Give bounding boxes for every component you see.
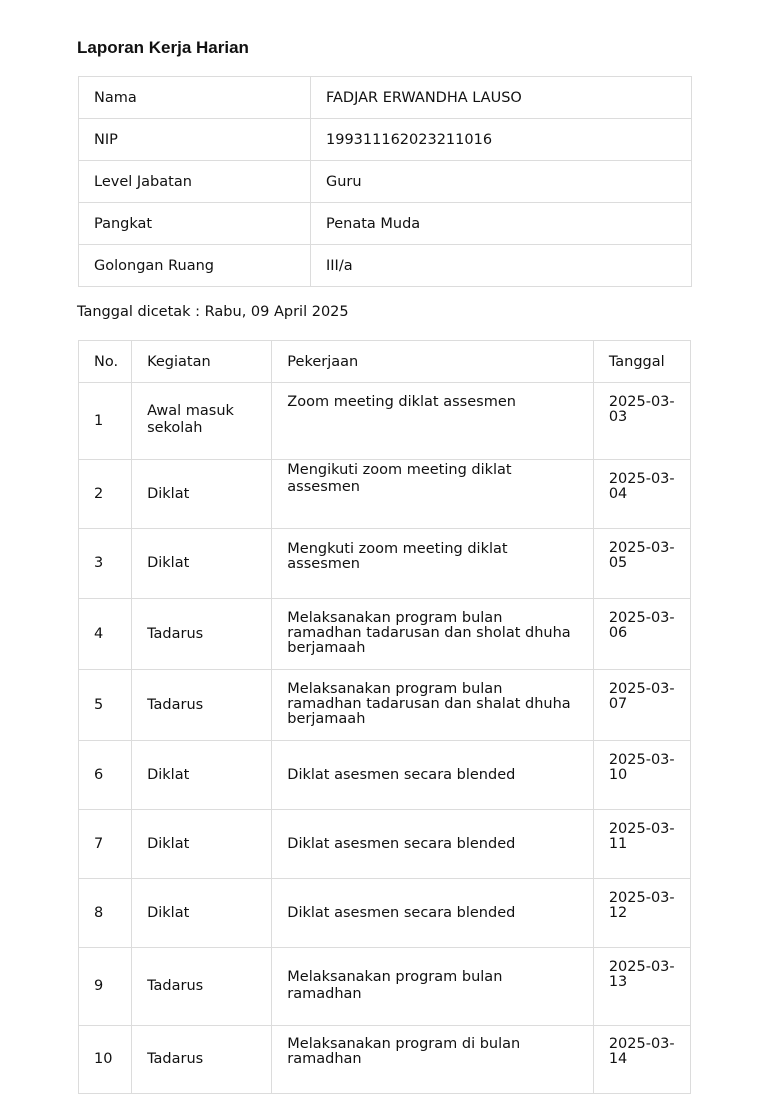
info-value: III/a xyxy=(311,245,692,287)
cell-no: 7 xyxy=(79,810,132,879)
cell-tanggal: 2025-03-10 xyxy=(593,741,690,810)
table-row xyxy=(79,879,691,948)
cell-kegiatan: Diklat xyxy=(132,879,272,948)
info-row-pangkat xyxy=(79,203,692,245)
page-title: Laporan Kerja Harian xyxy=(77,38,249,57)
cell-pekerjaan: Melaksanakan program bulan ramadhan tadarusan dan sholat dhuha berjamaah xyxy=(272,599,594,670)
cell-pekerjaan: Mengkuti zoom meeting diklat assesmen xyxy=(272,529,594,599)
cell-no: 4 xyxy=(79,599,132,670)
cell-no: 1 xyxy=(79,383,132,460)
info-label: Level Jabatan xyxy=(79,161,311,203)
cell-tanggal: 2025-03-06 xyxy=(593,599,690,670)
header-pekerjaan: Pekerjaan xyxy=(272,341,594,383)
table-row xyxy=(79,741,691,810)
header-tanggal: Tanggal xyxy=(593,341,690,383)
table-header-row xyxy=(79,341,691,383)
cell-no: 8 xyxy=(79,879,132,948)
cell-no: 6 xyxy=(79,741,132,810)
cell-kegiatan: Tadarus xyxy=(132,1026,272,1094)
cell-pekerjaan: Diklat asesmen secara blended xyxy=(272,741,594,810)
cell-tanggal: 2025-03-03 xyxy=(593,383,690,460)
info-label: Golongan Ruang xyxy=(79,245,311,287)
info-value: Guru xyxy=(311,161,692,203)
info-value: FADJAR ERWANDHA LAUSO xyxy=(311,77,692,119)
cell-kegiatan: Diklat xyxy=(132,741,272,810)
info-row-golongan-ruang xyxy=(79,245,692,287)
info-label: Nama xyxy=(79,77,311,119)
cell-pekerjaan: Diklat asesmen secara blended xyxy=(272,810,594,879)
cell-kegiatan: Diklat xyxy=(132,529,272,599)
cell-no: 9 xyxy=(79,948,132,1026)
employee-info-table xyxy=(78,76,692,287)
table-row xyxy=(79,460,691,529)
info-value: Penata Muda xyxy=(311,203,692,245)
cell-tanggal: 2025-03-07 xyxy=(593,670,690,741)
cell-kegiatan: Diklat xyxy=(132,810,272,879)
activity-table xyxy=(78,340,691,1094)
table-row xyxy=(79,670,691,741)
cell-tanggal: 2025-03-14 xyxy=(593,1026,690,1094)
cell-tanggal: 2025-03-13 xyxy=(593,948,690,1026)
cell-kegiatan: Tadarus xyxy=(132,599,272,670)
cell-pekerjaan: Melaksanakan program bulan ramadhan tadarusan dan shalat dhuha berjamaah xyxy=(272,670,594,741)
cell-no: 10 xyxy=(79,1026,132,1094)
cell-tanggal: 2025-03-04 xyxy=(593,460,690,529)
table-row xyxy=(79,810,691,879)
info-label: NIP xyxy=(79,119,311,161)
table-row xyxy=(79,1026,691,1094)
cell-tanggal: 2025-03-05 xyxy=(593,529,690,599)
table-row xyxy=(79,383,691,460)
cell-pekerjaan: Diklat asesmen secara blended xyxy=(272,879,594,948)
info-value: 199311162023211016 xyxy=(311,119,692,161)
cell-pekerjaan: Melaksanakan program di bulan ramadhan xyxy=(272,1026,594,1094)
info-row-nip xyxy=(79,119,692,161)
table-row xyxy=(79,599,691,670)
cell-pekerjaan: Zoom meeting diklat assesmen xyxy=(272,383,594,460)
cell-pekerjaan: Melaksanakan program bulan ramadhan xyxy=(272,948,594,1026)
cell-tanggal: 2025-03-12 xyxy=(593,879,690,948)
info-label: Pangkat xyxy=(79,203,311,245)
table-row xyxy=(79,529,691,599)
cell-no: 3 xyxy=(79,529,132,599)
header-kegiatan: Kegiatan xyxy=(132,341,272,383)
cell-pekerjaan: Mengikuti zoom meeting diklat assesmen xyxy=(272,460,594,529)
cell-tanggal: 2025-03-11 xyxy=(593,810,690,879)
cell-no: 2 xyxy=(79,460,132,529)
header-no: No. xyxy=(79,341,132,383)
cell-no: 5 xyxy=(79,670,132,741)
info-row-nama xyxy=(79,77,692,119)
cell-kegiatan: Tadarus xyxy=(132,670,272,741)
table-row xyxy=(79,948,691,1026)
cell-kegiatan: Diklat xyxy=(132,460,272,529)
cell-kegiatan: Awal masuk sekolah xyxy=(132,383,272,460)
info-row-level-jabatan xyxy=(79,161,692,203)
cell-kegiatan: Tadarus xyxy=(132,948,272,1026)
printed-date: Tanggal dicetak : Rabu, 09 April 2025 xyxy=(77,304,349,320)
